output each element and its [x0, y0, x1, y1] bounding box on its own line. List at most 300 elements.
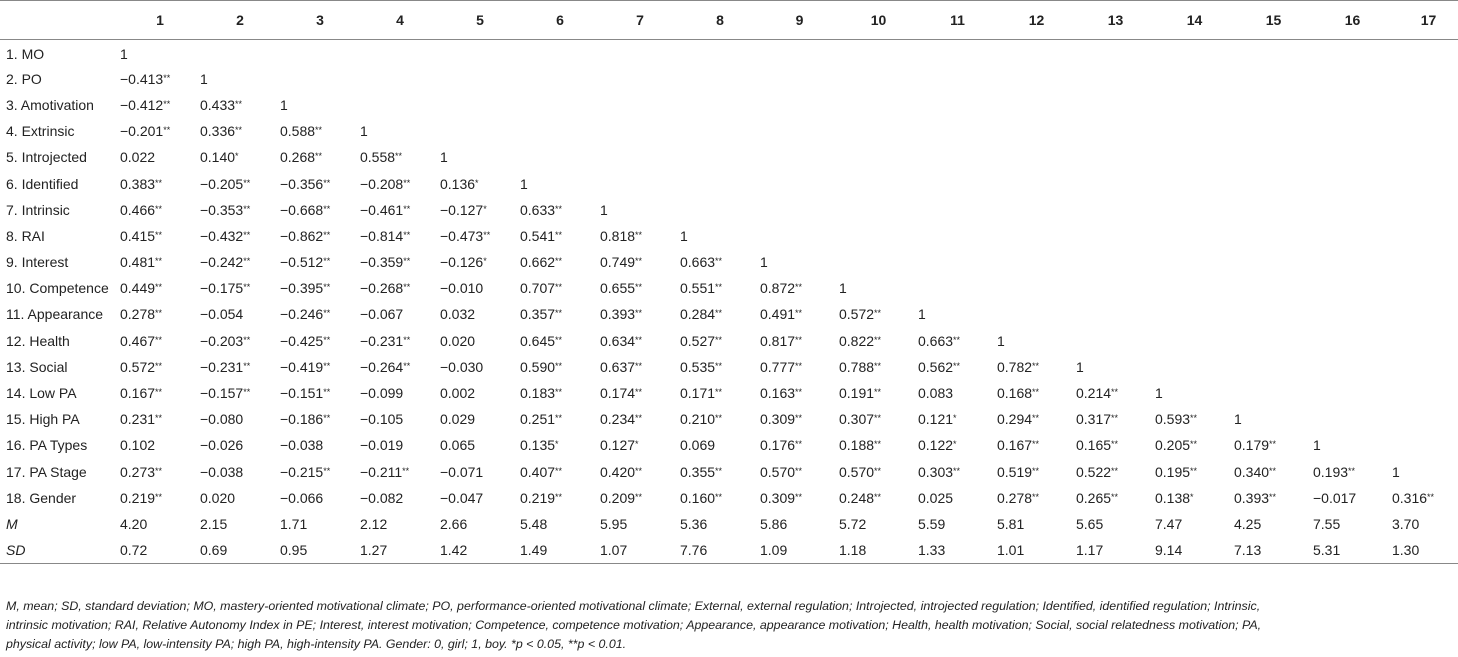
table-cell	[520, 328, 600, 354]
table-cell	[1313, 66, 1392, 92]
table-cell	[680, 537, 760, 563]
cell-value: 0.340**	[1234, 463, 1277, 480]
significance-marker: **	[315, 151, 323, 162]
significance-marker: **	[715, 334, 723, 345]
significance-marker: **	[795, 439, 803, 450]
table-cell	[360, 249, 440, 275]
cell-value: 0.214**	[1076, 385, 1119, 402]
table-cell	[839, 66, 918, 92]
cell-value: −0.010	[440, 280, 484, 297]
significance-marker: **	[555, 282, 563, 293]
table-cell	[200, 328, 280, 354]
cell-value: 0.522**	[1076, 463, 1119, 480]
significance-marker: **	[243, 203, 251, 214]
cell-value: 0.102	[120, 437, 156, 454]
table-cell	[680, 301, 760, 327]
cell-value: −0.205**	[200, 175, 251, 192]
cell-value: 0.191**	[839, 385, 882, 402]
table-cell	[120, 485, 200, 511]
significance-marker: *	[555, 439, 559, 450]
significance-marker: **	[635, 334, 643, 345]
table-cell	[680, 459, 760, 485]
cell-value: 0.491**	[760, 306, 803, 323]
significance-marker: **	[163, 72, 171, 83]
table-cell	[600, 459, 680, 485]
cell-value: 0.663**	[918, 332, 961, 349]
cell-value: −0.157**	[200, 385, 251, 402]
significance-marker: **	[155, 256, 163, 267]
table-cell	[1313, 511, 1392, 537]
cell-value: 1	[1076, 358, 1084, 375]
column-header-9: 9	[760, 1, 839, 40]
row-label: 5. Introjected	[6, 149, 87, 166]
table-row	[0, 511, 1458, 537]
table-cell	[520, 144, 600, 170]
significance-marker: **	[402, 465, 410, 476]
table-cell	[120, 92, 200, 118]
cell-value: 0.749**	[600, 254, 643, 271]
table-cell	[918, 380, 997, 406]
table-cell	[360, 485, 440, 511]
cell-value: −0.071	[440, 463, 484, 480]
table-cell	[918, 432, 997, 458]
table-cell	[360, 197, 440, 223]
significance-marker: **	[315, 125, 323, 136]
table-cell	[200, 197, 280, 223]
table-cell	[1234, 432, 1313, 458]
cell-value: 1.42	[440, 541, 468, 558]
table-cell	[440, 380, 520, 406]
table-cell	[200, 301, 280, 327]
table-cell	[997, 301, 1076, 327]
table-cell	[1234, 537, 1313, 563]
table-cell	[520, 459, 600, 485]
table-cell	[520, 380, 600, 406]
table-cell	[918, 223, 997, 249]
table-cell	[280, 66, 360, 92]
table-cell	[600, 537, 680, 563]
table-cell	[1076, 301, 1155, 327]
table-cell	[1076, 92, 1155, 118]
table-row	[0, 170, 1458, 196]
significance-marker: **	[483, 229, 491, 240]
table-cell	[600, 40, 680, 66]
significance-marker: **	[323, 334, 331, 345]
cell-value: 0.234**	[600, 411, 643, 428]
cell-value: 0.140*	[200, 149, 239, 166]
cell-value: 0.167**	[997, 437, 1040, 454]
significance-marker: **	[555, 465, 563, 476]
table-row	[0, 275, 1458, 301]
cell-value: −0.412**	[120, 96, 171, 113]
column-header-10: 10	[839, 1, 918, 40]
table-cell	[1313, 406, 1392, 432]
table-cell	[440, 118, 520, 144]
cell-value: 5.81	[997, 515, 1025, 532]
table-row	[0, 118, 1458, 144]
significance-marker: **	[163, 125, 171, 136]
significance-marker: **	[155, 177, 163, 188]
table-cell	[760, 118, 839, 144]
significance-marker: **	[155, 282, 163, 293]
column-header-2: 2	[200, 1, 280, 40]
cell-value: 0.393**	[1234, 489, 1277, 506]
table-cell	[680, 170, 760, 196]
cell-value: 1	[839, 280, 847, 297]
table-cell	[680, 40, 760, 66]
table-cell	[680, 197, 760, 223]
table-row	[0, 485, 1458, 511]
significance-marker: *	[635, 439, 639, 450]
significance-marker: **	[874, 439, 882, 450]
table-cell	[1234, 275, 1313, 301]
cell-value: −0.413**	[120, 70, 171, 87]
table-cell	[997, 92, 1076, 118]
cell-value: 1	[680, 227, 688, 244]
cell-value: 4.25	[1234, 515, 1262, 532]
significance-marker: **	[1190, 413, 1198, 424]
cell-value: −0.186**	[280, 411, 331, 428]
cell-value: 2.12	[360, 515, 388, 532]
table-cell	[200, 249, 280, 275]
table-cell	[520, 197, 600, 223]
table-cell	[520, 275, 600, 301]
table-cell	[1155, 432, 1234, 458]
table-cell	[120, 197, 200, 223]
footnote-line: M, mean; SD, standard deviation; MO, mastery-oriented motivational climate; PO, performance-oriented motivational climate; External, external regulation; Introjected, introjected regulation; Identified, identified regulation; Intrinsic,	[6, 599, 1261, 613]
table-cell	[760, 66, 839, 92]
table-cell	[997, 485, 1076, 511]
table-cell	[600, 354, 680, 380]
table-cell	[1155, 40, 1234, 66]
table-cell	[760, 275, 839, 301]
significance-marker: **	[155, 229, 163, 240]
cell-value: 0.219**	[120, 489, 163, 506]
cell-value: 7.13	[1234, 541, 1262, 558]
significance-marker: **	[1032, 387, 1040, 398]
table-cell	[680, 511, 760, 537]
table-cell	[1234, 380, 1313, 406]
significance-marker: **	[795, 308, 803, 319]
significance-marker: *	[235, 151, 239, 162]
significance-marker: **	[715, 387, 723, 398]
table-cell	[600, 223, 680, 249]
table-cell	[1313, 275, 1392, 301]
table-cell	[520, 432, 600, 458]
cell-value: 0.231**	[120, 411, 163, 428]
column-header-3: 3	[280, 1, 360, 40]
table-cell	[600, 328, 680, 354]
cell-value: 1.33	[918, 541, 946, 558]
significance-marker: **	[403, 360, 411, 371]
significance-marker: **	[1032, 439, 1040, 450]
cell-value: −0.862**	[280, 227, 331, 244]
cell-value: 0.284**	[680, 306, 723, 323]
table-cell	[1313, 380, 1392, 406]
table-cell	[360, 537, 440, 563]
table-cell	[1313, 170, 1392, 196]
cell-value: 0.309**	[760, 411, 803, 428]
table-cell	[1076, 66, 1155, 92]
cell-value: 0.219**	[520, 489, 563, 506]
cell-value: 0.317**	[1076, 411, 1119, 428]
table-cell	[440, 354, 520, 380]
table-cell	[120, 223, 200, 249]
table-row	[0, 92, 1458, 118]
table-cell	[1076, 275, 1155, 301]
table-cell	[280, 406, 360, 432]
table-cell	[680, 249, 760, 275]
table-cell	[200, 432, 280, 458]
table-cell	[760, 354, 839, 380]
significance-marker: **	[1427, 491, 1435, 502]
column-header-14: 14	[1155, 1, 1234, 40]
table-cell	[1392, 66, 1458, 92]
table-row	[0, 249, 1458, 275]
table-cell	[600, 197, 680, 223]
table-cell	[1076, 380, 1155, 406]
table-cell	[1155, 380, 1234, 406]
significance-marker: **	[1111, 465, 1119, 476]
cell-value: 0.167**	[120, 385, 163, 402]
table-cell	[1155, 249, 1234, 275]
cell-value: 0.383**	[120, 175, 163, 192]
table-cell	[440, 249, 520, 275]
cell-value: 0.278**	[120, 306, 163, 323]
cell-value: −0.246**	[280, 306, 331, 323]
table-cell	[1234, 197, 1313, 223]
significance-marker: **	[403, 203, 411, 214]
table-cell	[120, 511, 200, 537]
table-cell	[839, 406, 918, 432]
table-cell	[1076, 354, 1155, 380]
cell-value: −0.066	[280, 489, 324, 506]
column-header-8: 8	[680, 1, 760, 40]
significance-marker: **	[1190, 439, 1198, 450]
table-cell	[839, 144, 918, 170]
cell-value: 0.278**	[997, 489, 1040, 506]
table-cell	[1076, 118, 1155, 144]
table-cell	[760, 249, 839, 275]
table-cell	[918, 406, 997, 432]
table-cell	[1155, 223, 1234, 249]
table-cell	[1234, 511, 1313, 537]
table-cell	[360, 406, 440, 432]
table-cell	[1392, 40, 1458, 66]
table-cell	[200, 66, 280, 92]
cell-value: −0.030	[440, 358, 484, 375]
table-cell	[1392, 170, 1458, 196]
table-cell	[760, 406, 839, 432]
significance-marker: **	[555, 387, 563, 398]
table-cell	[120, 537, 200, 563]
cell-value: 0.251**	[520, 411, 563, 428]
significance-marker: **	[953, 465, 961, 476]
cell-value: 0.570**	[839, 463, 882, 480]
table-cell	[918, 328, 997, 354]
cell-value: 1.17	[1076, 541, 1104, 558]
cell-value: 0.160**	[680, 489, 723, 506]
cell-value: 3.70	[1392, 515, 1420, 532]
significance-marker: **	[795, 334, 803, 345]
table-cell	[1234, 406, 1313, 432]
table-cell	[918, 511, 997, 537]
table-cell	[600, 118, 680, 144]
table-body	[0, 40, 1458, 564]
significance-marker: **	[243, 229, 251, 240]
significance-marker: **	[1348, 465, 1356, 476]
table-cell	[440, 92, 520, 118]
cell-value: 1	[280, 96, 288, 113]
table-cell	[1392, 511, 1458, 537]
table-cell	[520, 66, 600, 92]
table-cell	[120, 432, 200, 458]
cell-value: 0.420**	[600, 463, 643, 480]
table-cell	[918, 249, 997, 275]
significance-marker: **	[323, 413, 331, 424]
table-cell	[520, 118, 600, 144]
table-cell	[120, 66, 200, 92]
table-cell	[200, 118, 280, 144]
table-cell	[440, 275, 520, 301]
cell-value: 0.466**	[120, 201, 163, 218]
cell-value: −0.099	[360, 385, 404, 402]
table-header	[0, 1, 1458, 40]
table-cell	[839, 223, 918, 249]
cell-value: 0.294**	[997, 411, 1040, 428]
table-cell	[440, 537, 520, 563]
cell-value: 0.541**	[520, 227, 563, 244]
cell-value: 0.248**	[839, 489, 882, 506]
significance-marker: **	[874, 491, 882, 502]
table-cell	[600, 511, 680, 537]
cell-value: 0.307**	[839, 411, 882, 428]
table-cell	[440, 432, 520, 458]
cell-value: 1	[918, 306, 926, 323]
significance-marker: **	[635, 308, 643, 319]
cell-value: 0.822**	[839, 332, 882, 349]
row-label: 14. Low PA	[6, 385, 77, 402]
table-cell	[997, 432, 1076, 458]
row-label: 12. Health	[6, 332, 70, 349]
table-cell	[520, 537, 600, 563]
cell-value: 1	[360, 123, 368, 140]
significance-marker: **	[715, 413, 723, 424]
cell-value: −0.038	[200, 463, 244, 480]
row-label: 15. High PA	[6, 411, 80, 428]
table-cell	[280, 249, 360, 275]
cell-value: 0.69	[200, 541, 228, 558]
significance-marker: **	[795, 413, 803, 424]
table-cell	[760, 223, 839, 249]
cell-value: 0.707**	[520, 280, 563, 297]
cell-value: 2.66	[440, 515, 468, 532]
significance-marker: **	[323, 387, 331, 398]
table-cell	[1155, 485, 1234, 511]
table-row	[0, 354, 1458, 380]
cell-value: 0.355**	[680, 463, 723, 480]
row-label: 17. PA Stage	[6, 463, 87, 480]
cell-value: −0.017	[1313, 489, 1357, 506]
significance-marker: **	[1269, 439, 1277, 450]
table-cell	[120, 144, 200, 170]
cell-value: 0.138*	[1155, 489, 1194, 506]
table-cell	[520, 170, 600, 196]
cell-value: −0.814**	[360, 227, 411, 244]
table-cell	[1155, 328, 1234, 354]
header-row	[0, 1, 1458, 40]
table-cell	[1155, 275, 1234, 301]
table-cell	[997, 459, 1076, 485]
table-cell	[360, 511, 440, 537]
row-label: 2. PO	[6, 70, 42, 87]
table-cell	[360, 380, 440, 406]
row-label: 16. PA Types	[6, 437, 88, 454]
cell-value: 1	[440, 149, 448, 166]
cell-value: 1.71	[280, 515, 308, 532]
column-header-4: 4	[360, 1, 440, 40]
table-cell	[760, 380, 839, 406]
significance-marker: **	[555, 229, 563, 240]
cell-value: 0.449**	[120, 280, 163, 297]
row-label: 6. Identified	[6, 175, 79, 192]
table-cell	[1155, 118, 1234, 144]
table-cell	[440, 66, 520, 92]
significance-marker: **	[1032, 413, 1040, 424]
cell-value: −0.461**	[360, 201, 411, 218]
table-cell	[760, 511, 839, 537]
significance-marker: **	[155, 308, 163, 319]
table-cell	[1234, 118, 1313, 144]
table-cell	[997, 380, 1076, 406]
table-cell	[520, 485, 600, 511]
significance-marker: **	[874, 465, 882, 476]
table-cell	[997, 537, 1076, 563]
cell-value: −0.356**	[280, 175, 331, 192]
column-header-16: 16	[1313, 1, 1392, 40]
table-cell	[1076, 511, 1155, 537]
cell-value: 0.407**	[520, 463, 563, 480]
cell-value: 5.31	[1313, 541, 1341, 558]
table-cell	[1392, 432, 1458, 458]
significance-marker: **	[795, 360, 803, 371]
table-cell	[1234, 170, 1313, 196]
table-cell	[520, 406, 600, 432]
table-cell	[360, 459, 440, 485]
table-cell	[1155, 170, 1234, 196]
table-cell	[680, 118, 760, 144]
table-cell	[997, 66, 1076, 92]
table-cell	[1313, 223, 1392, 249]
table-cell	[760, 40, 839, 66]
table-cell	[918, 197, 997, 223]
table-cell	[1392, 249, 1458, 275]
table-cell	[839, 118, 918, 144]
column-header-13: 13	[1076, 1, 1155, 40]
table-cell	[760, 485, 839, 511]
significance-marker: *	[953, 439, 957, 450]
significance-marker: **	[1032, 491, 1040, 502]
table-cell	[360, 354, 440, 380]
table-cell	[280, 432, 360, 458]
cell-value: −0.067	[360, 306, 404, 323]
row-label: 3. Amotivation	[6, 96, 94, 113]
significance-marker: **	[555, 491, 563, 502]
table-cell	[1155, 406, 1234, 432]
table-cell	[680, 432, 760, 458]
table-cell	[1313, 432, 1392, 458]
column-header-7: 7	[600, 1, 680, 40]
